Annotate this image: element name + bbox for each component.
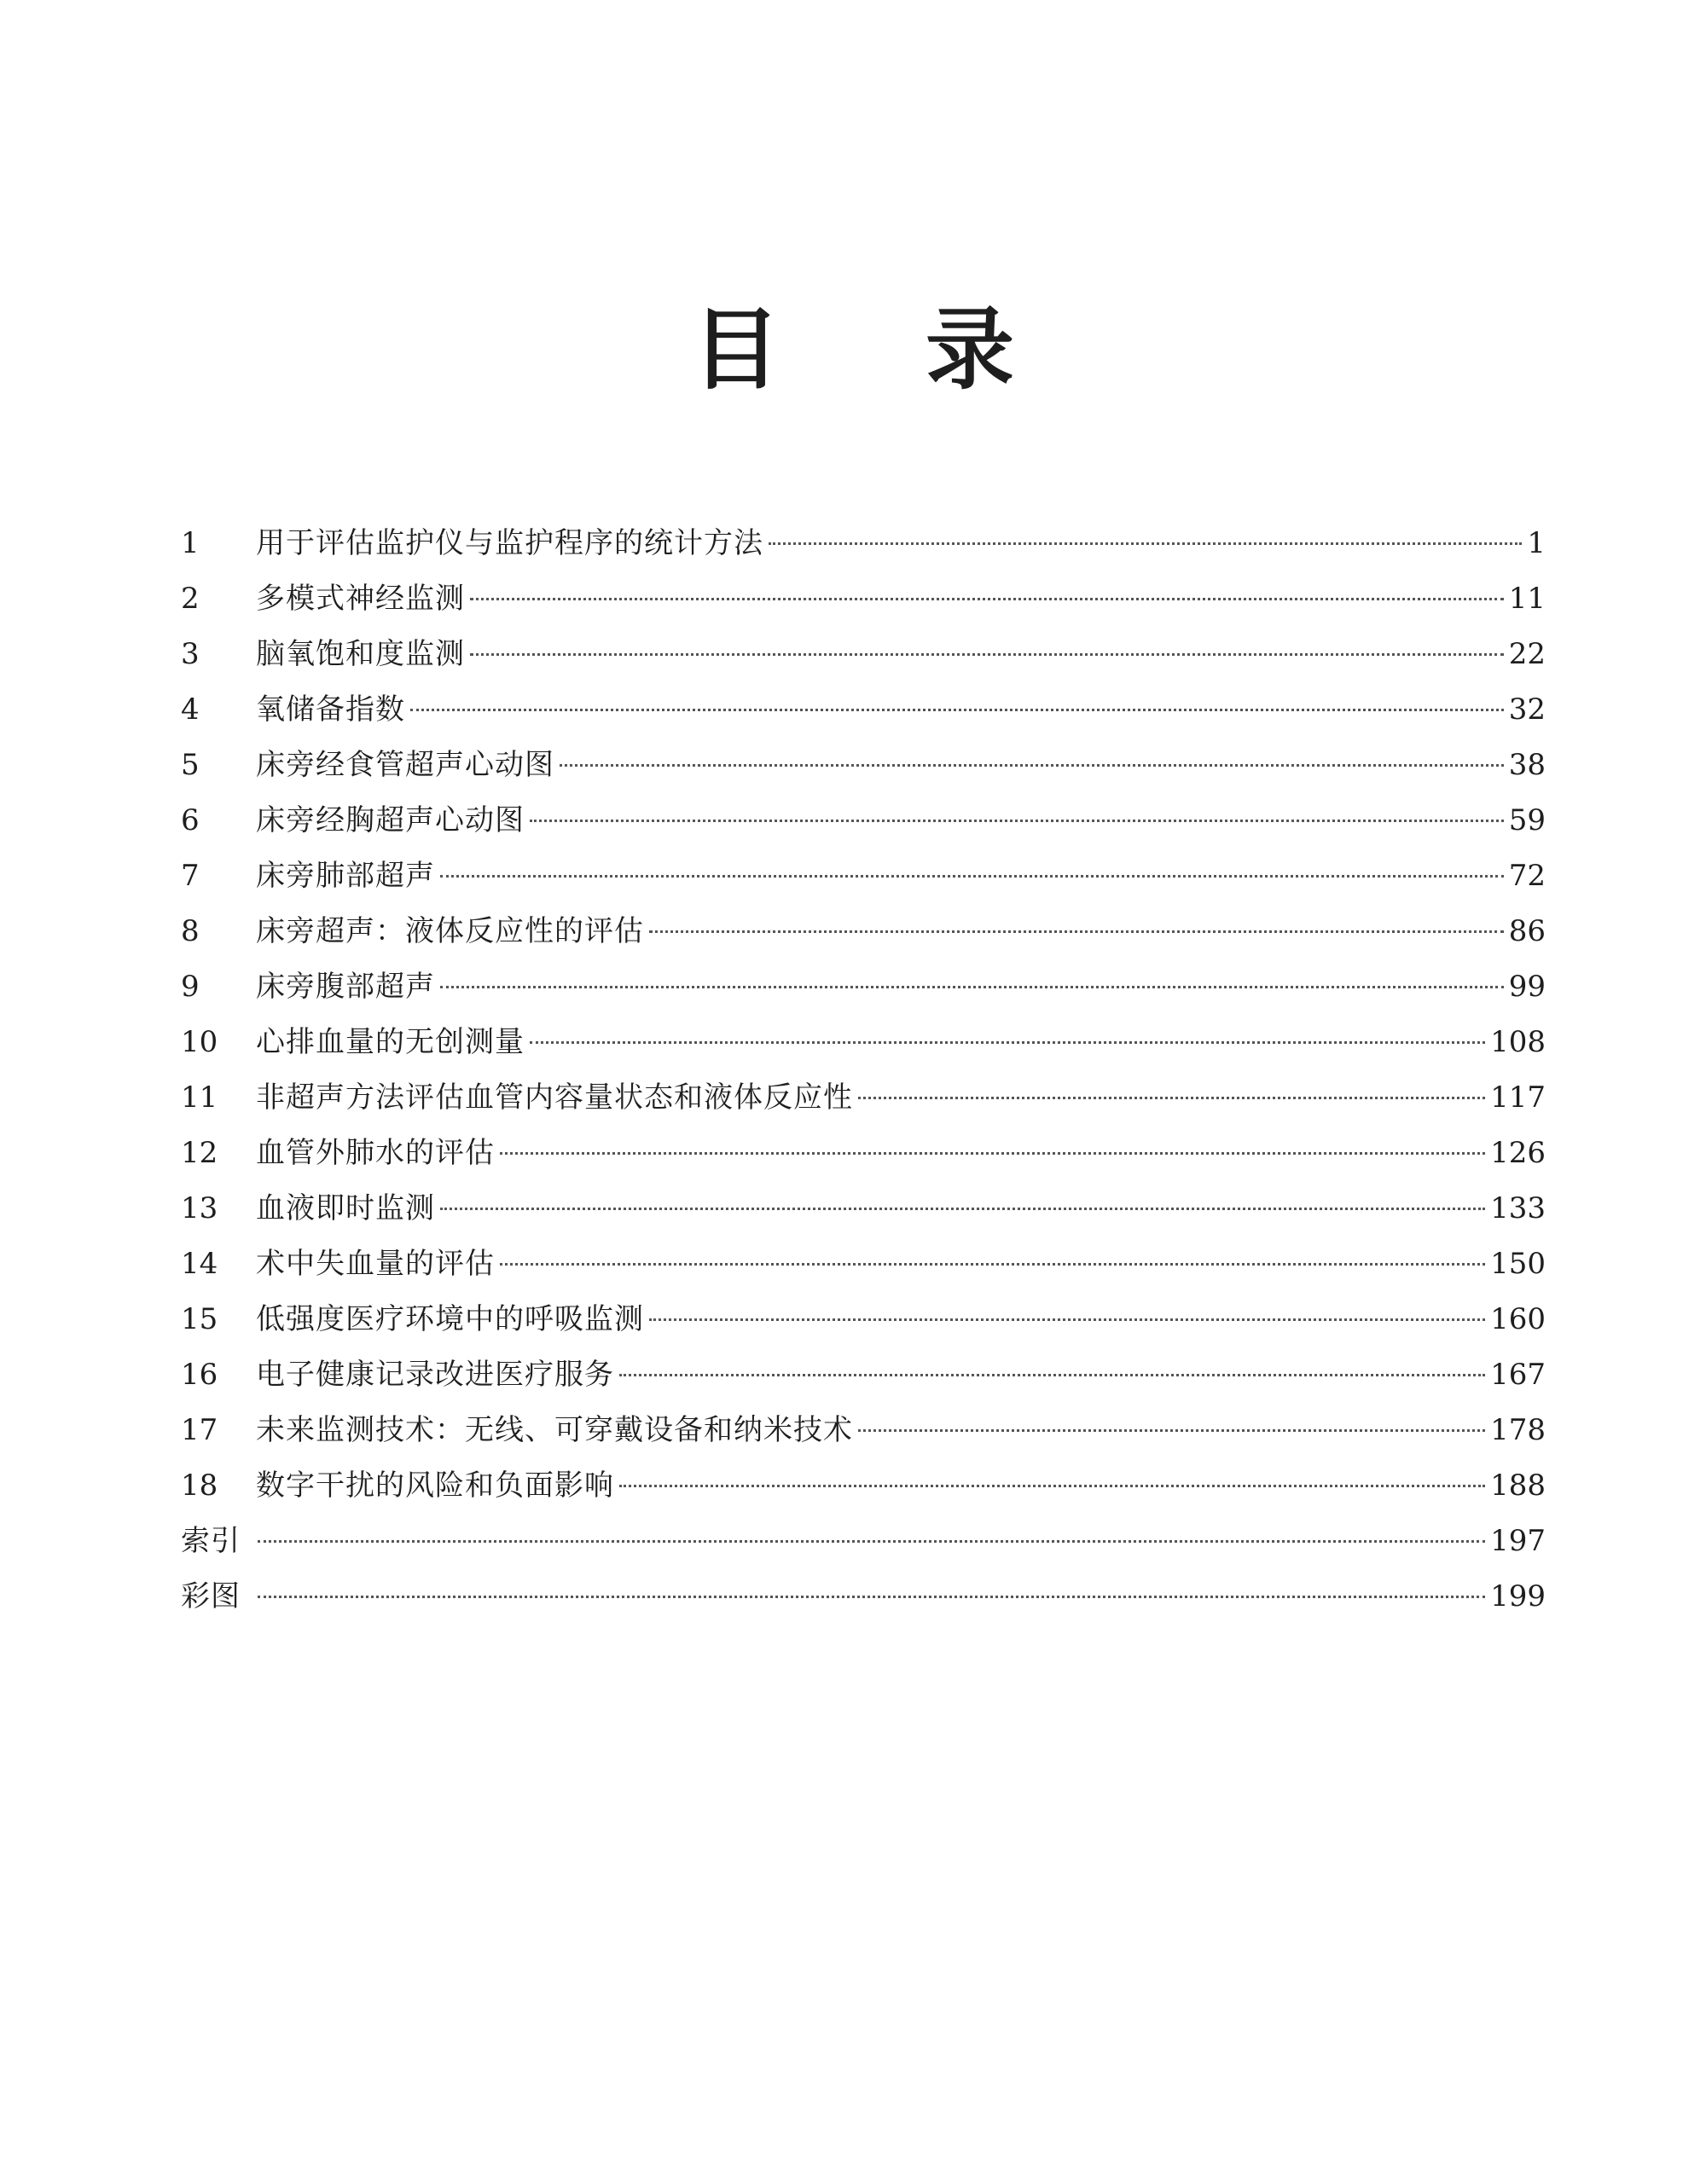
chapter-title: 床旁经食管超声心动图 [256,748,554,782]
chapter-title: 床旁超声：液体反应性的评估 [256,914,644,948]
toc-entry-3[interactable] [181,627,1546,682]
toc-entry-16[interactable] [181,1347,1546,1403]
chapter-title: 未来监测技术：无线、可穿戴设备和纳米技术 [256,1413,853,1447]
toc-entry-1[interactable] [181,516,1546,571]
chapter-title: 床旁肺部超声 [256,859,435,893]
page-title [0,294,1706,405]
page-number: 178 [1490,1413,1546,1447]
chapter-number: 13 [181,1191,218,1225]
chapter-number: 6 [181,803,200,837]
toc-entry-index[interactable] [181,1514,1546,1569]
toc-list [181,516,1546,1625]
chapter-number: 10 [181,1025,218,1059]
page-number: 117 [1490,1080,1546,1115]
page-number: 22 [1508,637,1546,671]
chapter-title: 低强度医疗环境中的呼吸监测 [256,1302,644,1336]
toc-entry-11[interactable] [181,1070,1546,1126]
dot-leader [649,1318,1485,1321]
dot-leader [470,653,1504,656]
toc-entry-8[interactable] [181,904,1546,959]
dot-leader [500,1152,1485,1155]
chapter-title: 氧储备指数 [256,692,405,727]
toc-entry-9[interactable] [181,959,1546,1015]
chapter-number: 2 [181,582,200,616]
toc-entry-18[interactable] [181,1458,1546,1514]
page-number: 126 [1490,1136,1546,1170]
dot-leader [649,930,1504,933]
dot-leader [619,1485,1485,1487]
chapter-number: 15 [181,1302,218,1336]
toc-entry-15[interactable] [181,1292,1546,1347]
chapter-number: 12 [181,1136,218,1170]
dot-leader [258,1596,1485,1598]
chapter-title: 床旁经胸超声心动图 [256,803,525,837]
chapter-title: 心排血量的无创测量 [256,1025,525,1059]
page-number: 38 [1508,748,1546,782]
chapter-number: 9 [181,970,200,1004]
dot-leader [258,1540,1485,1543]
toc-entry-14[interactable] [181,1237,1546,1292]
chapter-title: 数字干扰的风险和负面影响 [256,1469,614,1503]
page-number: 99 [1508,970,1546,1004]
page-number: 32 [1508,692,1546,727]
page-number: 72 [1508,859,1546,893]
page-number: 188 [1490,1469,1546,1503]
toc-entry-10[interactable] [181,1015,1546,1070]
chapter-number: 14 [181,1247,218,1281]
chapter-title: 多模式神经监测 [256,582,465,616]
dot-leader [500,1263,1485,1266]
chapter-title: 用于评估监护仪与监护程序的统计方法 [256,526,763,560]
dot-leader [560,764,1504,767]
page-number: 197 [1490,1524,1546,1558]
dot-leader [858,1429,1485,1432]
dot-leader [410,709,1504,711]
dot-leader [470,598,1504,600]
chapter-title: 血管外肺水的评估 [256,1136,495,1170]
toc-entry-color-plates[interactable] [181,1569,1546,1625]
page-title-char-2: 录 [926,297,1015,402]
back-matter-title: 彩图 [181,1579,241,1613]
chapter-number: 1 [181,526,200,560]
toc-entry-17[interactable] [181,1403,1546,1458]
chapter-title: 床旁腹部超声 [256,970,435,1004]
toc-entry-6[interactable] [181,793,1546,849]
chapter-title: 电子健康记录改进医疗服务 [256,1358,614,1392]
page-number: 59 [1508,803,1546,837]
dot-leader [619,1374,1485,1376]
chapter-number: 3 [181,637,200,671]
chapter-title: 血液即时监测 [256,1191,435,1225]
chapter-number: 17 [181,1413,218,1447]
toc-entry-7[interactable] [181,849,1546,904]
page-number: 108 [1490,1025,1546,1059]
toc-entry-4[interactable] [181,682,1546,738]
dot-leader [440,986,1504,988]
page-title-char-1: 目 [691,297,780,402]
chapter-number: 8 [181,914,200,948]
chapter-number: 11 [181,1080,218,1115]
dot-leader [530,1041,1485,1044]
page-number: 150 [1490,1247,1546,1281]
chapter-title: 非超声方法评估血管内容量状态和液体反应性 [256,1080,853,1115]
chapter-title: 脑氧饱和度监测 [256,637,465,671]
chapter-number: 7 [181,859,200,893]
page-number: 167 [1490,1358,1546,1392]
chapter-number: 16 [181,1358,218,1392]
chapter-number: 18 [181,1469,218,1503]
toc-entry-2[interactable] [181,571,1546,627]
dot-leader [530,820,1504,822]
back-matter-title: 索引 [181,1524,241,1558]
chapter-number: 4 [181,692,200,727]
page-number: 199 [1490,1579,1546,1613]
toc-entry-13[interactable] [181,1181,1546,1237]
page-number: 1 [1527,526,1546,560]
chapter-number: 5 [181,748,200,782]
toc-entry-5[interactable] [181,738,1546,793]
page-number: 160 [1490,1302,1546,1336]
dot-leader [440,875,1504,878]
dot-leader [769,542,1522,545]
dot-leader [440,1208,1485,1210]
page-number: 86 [1508,914,1546,948]
chapter-title: 术中失血量的评估 [256,1247,495,1281]
page-number: 133 [1490,1191,1546,1225]
page-number: 11 [1508,582,1546,616]
toc-entry-12[interactable] [181,1126,1546,1181]
dot-leader [858,1097,1485,1099]
